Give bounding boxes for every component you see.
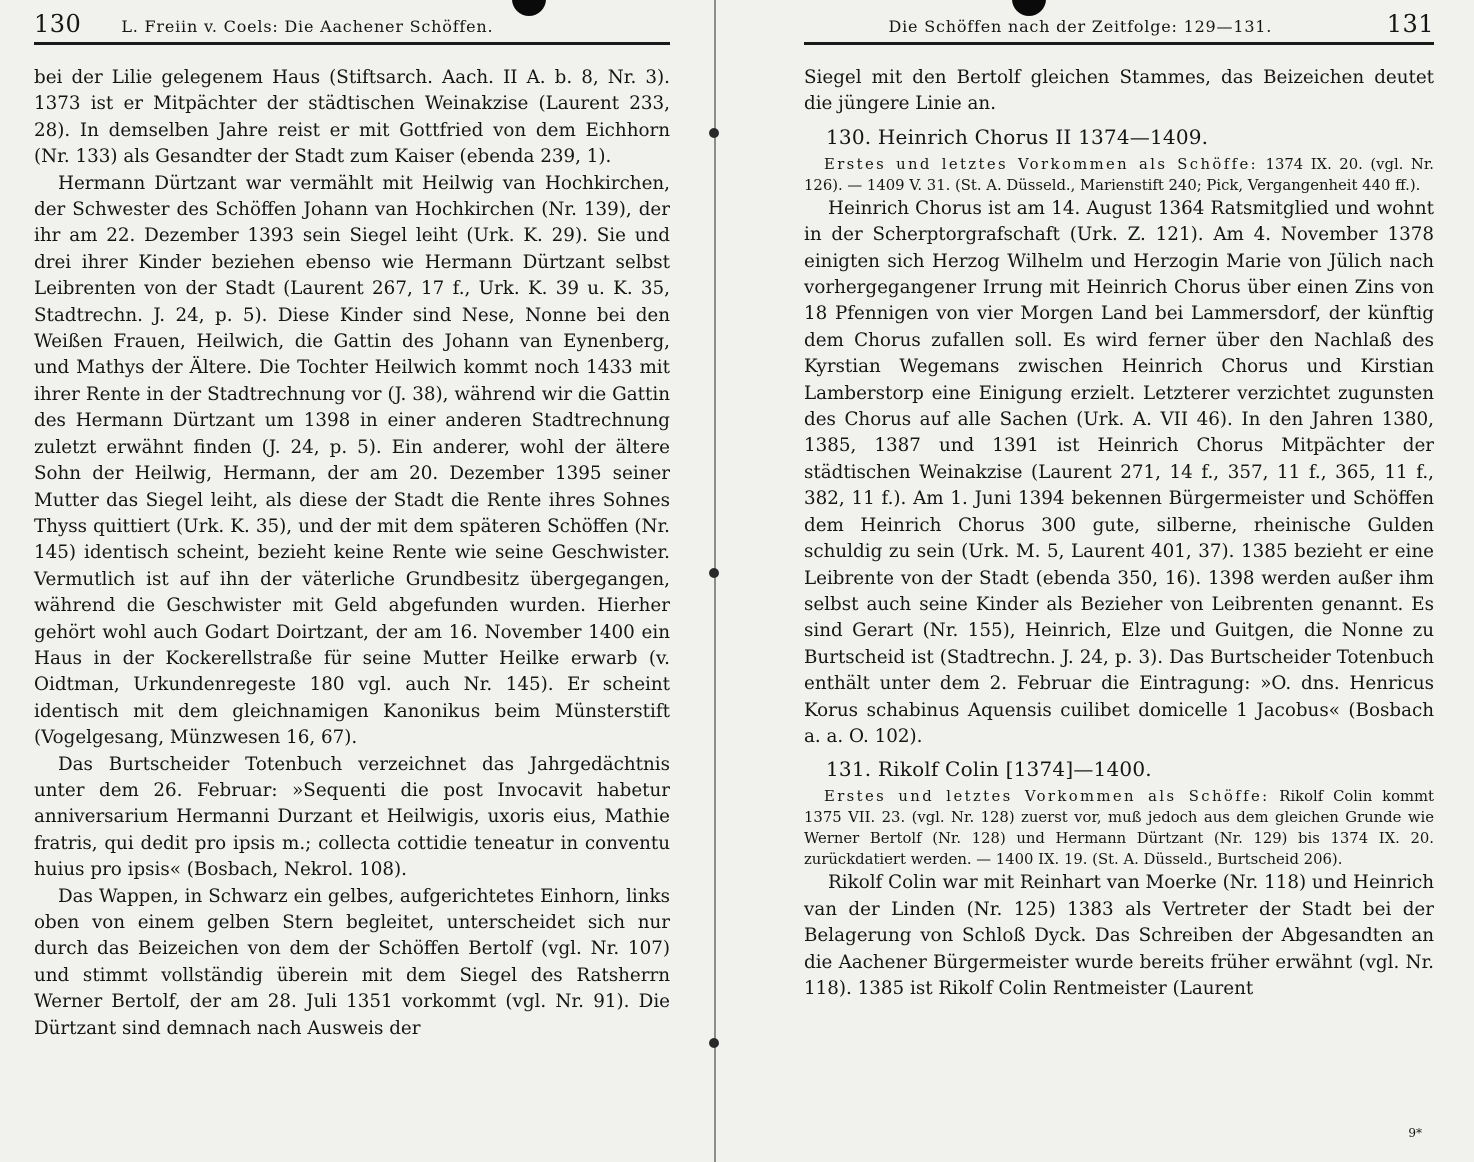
right-page-header bbox=[804, 10, 1434, 45]
left-page bbox=[0, 0, 700, 1162]
paragraph: Das Burtscheider Totenbuch verzeichnet das Jahrgedächtnis unter dem 26. Februar: »Sequenti die post Invocavit habetur anniversarium Hermanni Durzant et Heilwigis, uxoris eius, Mathie fratris, qui dedit pro ipsis m.; collecta cottidie teneatur in conventu huius pro ipsis« (Bosbach, Nekrol. 108). bbox=[34, 753, 670, 881]
entry-title: 131. Rikolf Colin [1374]—1400. bbox=[826, 757, 1152, 782]
binding-stitch bbox=[709, 568, 719, 578]
paragraph: Siegel mit den Bertolf gleichen Stammes, das Beizeichen deutet die jüngere Linie an. bbox=[804, 67, 1434, 115]
page-number: 130 bbox=[34, 10, 82, 38]
paragraph: Rikolf Colin war mit Reinhart van Moerke (Nr. 118) und Heinrich van der Linden (Nr. 125) 1383 als Vertreter der Stadt bei der Belagerung von Schloß Dyck. Das Schreiben der Abgesandten an die Aachener Bürgermeister wurde bereits früher erwähnt (vgl. Nr. 118). 1385 ist Rikolf Colin Rentmeister (Laurent bbox=[804, 872, 1434, 999]
right-page bbox=[790, 0, 1474, 1162]
page-number: 131 bbox=[1386, 10, 1434, 38]
running-head: Die Schöffen nach der Zeitfolge: 129—131. bbox=[888, 17, 1273, 36]
binding-stitch bbox=[709, 128, 719, 138]
note-label: Erstes und letztes Vorkommen als Schöffe: bbox=[824, 788, 1270, 806]
paragraph: Hermann Dürtzant war vermählt mit Heilwig van Hochkirchen, der Schwester des Schöffen Johann van Hochkirchen (Nr. 139), der ihr am 22. Dezember 1393 sein Siegel leiht (Urk. K. 29). Sie und drei ihrer Kinder beziehen ebenso wie Hermann Dürtzant selbst Leibrenten von der Stadt (Laurent 267, 17 f., Urk. K. 39 u. K. 35, Stadtrechn. J. 24, p. 5). Diese Kinder sind Nese, Nonne bei den Weißen Frauen, Heilwich, die Gattin des Johann van Eynenberg, und Mathys der Ältere. Die Tochter Heilwich kommt noch 1433 mit ihrer Rente in der Stadtrechnung vor (J. 38), während wir die Gattin des Hermann Dürtzant um 1398 in einer anderen Stadtrechnung zuletzt erwähnt finden (J. 24, p. 5). Ein anderer, wohl der ältere Sohn der Heilwig, Hermann, der am 20. Dezember 1395 seiner Mutter das Siegel leiht, als diese der Stadt die Rente ihres Sohnes Thyss quittiert (Urk. K. 35), und der mit dem späteren Schöffen (Nr. 145) identisch scheint, bezieht keine Rente wie seine Geschwister. Vermutlich ist auf ihn der väterliche Grundbesitz übergegangen, während die Geschwister mit Geld abgefunden wurden. Hierher gehört wohl auch Godart Doirtzant, der am 16. November 1400 ein Haus in der Kockerellstraße für seine Mutter Heilke erwarb (v. Oidtman, Urkundenregeste 180 vgl. auch Nr. 145). Er scheint identisch mit dem gleichnamigen Kanonikus beim Münsterstift (Vogelgesang, Münzwesen 16, 67). bbox=[34, 172, 670, 749]
paragraph: Heinrich Chorus ist am 14. August 1364 Ratsmitglied und wohnt in der Scherptorgrafschaft (Urk. Z. 121). Am 4. November 1378 einigten sich Herzog Wilhelm und Herzogin Marie von Jülich nach vorhergegangener Irrung mit Heinrich Chorus über einen Zins von 18 Pfennigen von vier Morgen Land bei Lammersdorf, der künftig dem Chorus zufallen soll. Es wird ferner über den Nachlaß des Kyrstian Wegemans zwischen Heinrich Chorus und Kirstian Lamberstorp eine Einigung erzielt. Letzterer verzichtet zugunsten des Chorus auf alle Sachen (Urk. A. VII 46). In den Jahren 1380, 1385, 1387 und 1391 ist Heinrich Chorus Mitpächter der städtischen Weinakzise (Laurent 271, 14 f., 357, 11 f., 365, 11 f., 382, 11 f.). Am 1. Juni 1394 bekennen Bürgermeister und Schöffen dem Heinrich Chorus 300 gute, silberne, rheinische Gulden schuldig zu sein (Urk. M. 5, Laurent 401, 37). 1385 bezieht er eine Leibrente von der Stadt (ebenda 350, 16). 1398 werden außer ihm selbst auch seine Kinder als Bezieher von Leibrenten genannt. Es sind Gerart (Nr. 155), Heinrich, Elze und Guitgen, die Nonne zu Burtscheid ist (Stadtrechn. J. 24, p. 3). Das Burtscheider Totenbuch enthält unter dem 2. Februar die Eintragung: »O. dns. Henricus Korus schabinus Aquensis cuilibet domicelle 1 Jacobus« (Bosbach a. a. O. 102). bbox=[804, 197, 1434, 747]
signature-mark: 9* bbox=[1408, 1126, 1422, 1140]
note-text: 1374 IX. 20. (vgl. Nr. 126). — 1409 V. 31. (St. A. Düsseld., Marienstift 240; Pick, Vergangenheit 440 ff.). bbox=[804, 155, 1434, 194]
left-page-body bbox=[34, 65, 670, 1042]
gutter-line bbox=[714, 0, 716, 1162]
binding-stitch bbox=[709, 1038, 719, 1048]
note-text: Rikolf Colin kommt 1375 VII. 23. (vgl. Nr. 128) zuerst vor, muß jedoch aus dem gleichen Grunde wie Werner Bertolf (Nr. 128) und Hermann Dürtzant (Nr. 129) bis 1374 IX. 20. zurückdatiert werden. — 1400 IX. 19. (St. A. Düsseld., Burtscheid 206). bbox=[804, 788, 1434, 869]
entry-note bbox=[804, 154, 1434, 196]
left-page-header bbox=[34, 10, 670, 45]
running-head: L. Freiin v. Coels: Die Aachener Schöffen. bbox=[121, 17, 494, 36]
entry-title: 130. Heinrich Chorus II 1374—1409. bbox=[826, 124, 1209, 149]
note-label: Erstes und letztes Vorkommen als Schöffe: bbox=[824, 155, 1259, 173]
right-page-body bbox=[804, 65, 1434, 1002]
entry-note bbox=[804, 786, 1434, 870]
paragraph: bei der Lilie gelegenem Haus (Stiftsarch. Aach. II A. b. 8, Nr. 3). 1373 ist er Mitpächter der städtischen Weinakzise (Laurent 233, 28). In demselben Jahre reist er mit Gottfried von dem Eichhorn (Nr. 133) als Gesandter der Stadt zum Kaiser (ebenda 239, 1). bbox=[34, 67, 670, 168]
paragraph: Das Wappen, in Schwarz ein gelbes, aufgerichtetes Einhorn, links oben von einem gelben Stern begleitet, unterscheidet sich nur durch das Beizeichen von dem der Schöffen Bertolf (vgl. Nr. 107) und stimmt vollständig überein mit dem Siegel des Ratsherrn Werner Bertolf, der am 28. Juli 1351 vorkommt (vgl. Nr. 91). Die Dürtzant sind demnach nach Ausweis der bbox=[34, 885, 670, 1039]
book-gutter bbox=[712, 0, 718, 1162]
